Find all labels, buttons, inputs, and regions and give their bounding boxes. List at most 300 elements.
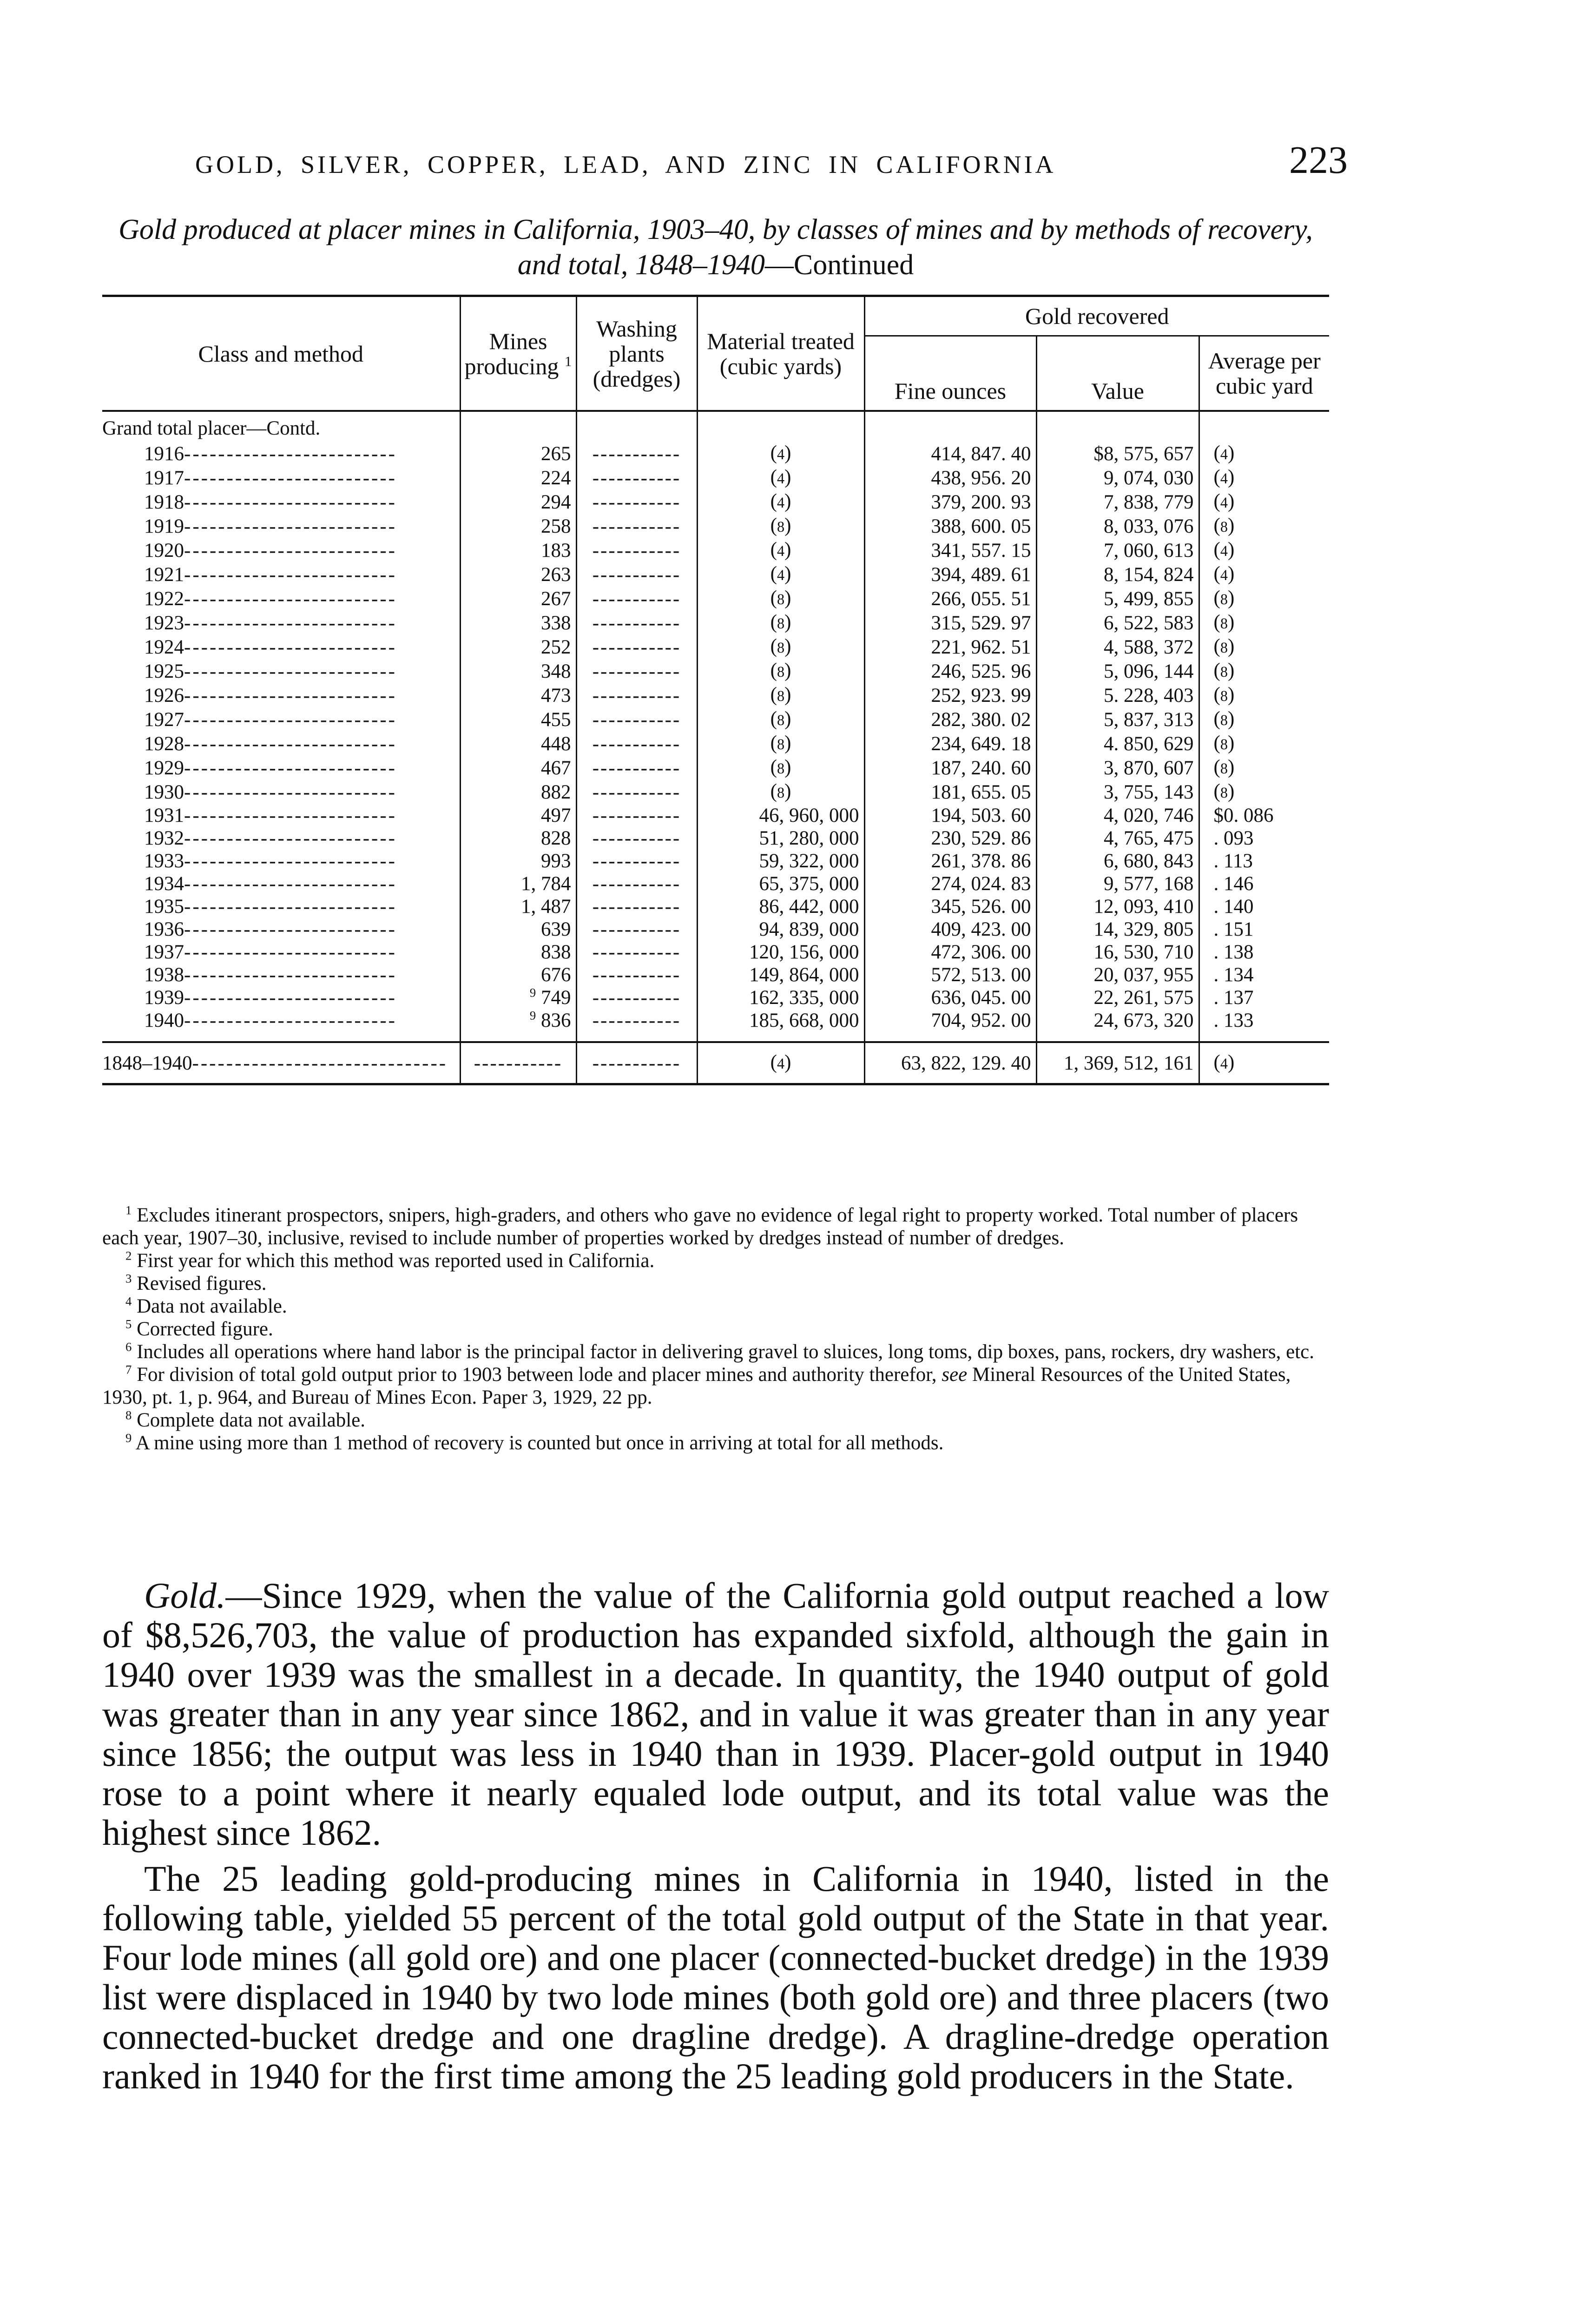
table-row bbox=[102, 466, 1329, 490]
header-material-treated: Material treated (cubic yards) bbox=[697, 296, 864, 411]
leader-dots: ------------------------- bbox=[184, 467, 397, 489]
row-value: 14, 329, 805 bbox=[1036, 918, 1199, 941]
row-fine-ounces: 572, 513. 00 bbox=[864, 964, 1036, 986]
row-year bbox=[102, 466, 460, 490]
leader-dots: ------------------------- bbox=[184, 850, 397, 872]
footnote-text: Corrected figure. bbox=[137, 1318, 273, 1340]
leader-dots: ------------------------- bbox=[184, 757, 397, 779]
row-material-note: (4) bbox=[697, 490, 864, 514]
row-year-text: 1923 bbox=[144, 612, 184, 634]
row-value: 6, 522, 583 bbox=[1036, 611, 1199, 635]
header-value: Value bbox=[1036, 336, 1199, 411]
footnote-mark: 6 bbox=[125, 1340, 132, 1354]
row-fine-ounces: 221, 962. 51 bbox=[864, 635, 1036, 659]
row-average-note-mark: 8 bbox=[1220, 736, 1228, 753]
row-year bbox=[102, 442, 460, 466]
row-fine-ounces: 274, 024. 83 bbox=[864, 872, 1036, 895]
row-average-note: (8) bbox=[1199, 683, 1329, 707]
row-year bbox=[102, 514, 460, 538]
row-washing: ----------- bbox=[576, 872, 697, 895]
row-year-text: 1939 bbox=[144, 987, 184, 1009]
row-average-note: (8) bbox=[1199, 659, 1329, 683]
row-washing: ----------- bbox=[576, 1009, 697, 1042]
row-washing: ----------- bbox=[576, 587, 697, 611]
footnote-mark: 2 bbox=[125, 1248, 132, 1263]
row-year bbox=[102, 827, 460, 850]
table-group-row bbox=[102, 411, 1329, 442]
leader-dots: ------------------------- bbox=[184, 684, 397, 706]
row-average-note: (8) bbox=[1199, 707, 1329, 732]
row-mines bbox=[460, 827, 576, 850]
leader-dots: ------------------------- bbox=[184, 563, 397, 586]
row-year-text: 1931 bbox=[144, 805, 184, 826]
table-row bbox=[102, 804, 1329, 827]
row-fine-ounces: 315, 529. 97 bbox=[864, 611, 1036, 635]
row-fine-ounces: 246, 525. 96 bbox=[864, 659, 1036, 683]
row-washing: ----------- bbox=[576, 635, 697, 659]
header-mines-producing: Mines producing $^1$ bbox=[460, 296, 576, 411]
row-material-note-mark: 4 bbox=[777, 542, 785, 559]
table-row bbox=[102, 895, 1329, 918]
row-mines-value: 836 bbox=[541, 1010, 571, 1031]
leader-dots: ------------------------- bbox=[184, 733, 397, 755]
row-year bbox=[102, 986, 460, 1009]
table-row bbox=[102, 941, 1329, 964]
row-value: 3, 755, 143 bbox=[1036, 780, 1199, 804]
leader-dots: ------------------------- bbox=[184, 987, 397, 1009]
row-value: $8, 575, 657 bbox=[1036, 442, 1199, 466]
row-washing: ----------- bbox=[576, 707, 697, 732]
footnote bbox=[102, 1204, 1329, 1249]
row-year-text: 1928 bbox=[144, 733, 184, 755]
row-fine-ounces: 181, 655. 05 bbox=[864, 780, 1036, 804]
table-header bbox=[102, 296, 1329, 411]
footnote-mark: 5 bbox=[125, 1317, 132, 1331]
row-washing: ----------- bbox=[576, 683, 697, 707]
row-year bbox=[102, 964, 460, 986]
footnote-see: see bbox=[942, 1364, 968, 1386]
row-year-text: 1917 bbox=[144, 467, 184, 489]
row-average-note-mark: 4 bbox=[1220, 542, 1228, 559]
table-row bbox=[102, 514, 1329, 538]
row-material-note: (8) bbox=[697, 635, 864, 659]
row-mines-value: 224 bbox=[541, 467, 571, 489]
row-material-note: (8) bbox=[697, 780, 864, 804]
leader-dots: ------------------------- bbox=[184, 636, 397, 658]
row-year bbox=[102, 611, 460, 635]
row-year-text: 1921 bbox=[144, 563, 184, 586]
row-average-note: (4) bbox=[1199, 538, 1329, 562]
table-row bbox=[102, 918, 1329, 941]
row-value: 5, 837, 313 bbox=[1036, 707, 1199, 732]
row-material: 94, 839, 000 bbox=[697, 918, 864, 941]
row-average: . 133 bbox=[1199, 1009, 1329, 1042]
row-average-note: (8) bbox=[1199, 635, 1329, 659]
row-material-note: (8) bbox=[697, 683, 864, 707]
row-material-note-mark: 4 bbox=[777, 494, 785, 511]
row-mines-value: 252 bbox=[541, 636, 571, 658]
footnote-text: Data not available. bbox=[137, 1295, 287, 1317]
table-row bbox=[102, 538, 1329, 562]
row-average-note-mark: 8 bbox=[1220, 591, 1228, 607]
row-average-note: (4) bbox=[1199, 562, 1329, 587]
table-row bbox=[102, 587, 1329, 611]
row-material-note: (8) bbox=[697, 514, 864, 538]
row-fine-ounces: 704, 952. 00 bbox=[864, 1009, 1036, 1042]
row-year bbox=[102, 850, 460, 872]
row-material: 46, 960, 000 bbox=[697, 804, 864, 827]
footnote-text: Revised figures. bbox=[137, 1273, 267, 1294]
running-head bbox=[195, 138, 1348, 189]
row-value: 4, 765, 475 bbox=[1036, 827, 1199, 850]
row-mines bbox=[460, 732, 576, 756]
leader-dots: ------------------------- bbox=[184, 964, 397, 986]
row-year-text: 1940 bbox=[144, 1010, 184, 1031]
row-year bbox=[102, 1009, 460, 1042]
row-average-note-mark: 4 bbox=[1220, 494, 1228, 511]
row-average-note-mark: 8 bbox=[1220, 712, 1228, 728]
footnote-mark: 1 bbox=[125, 1203, 132, 1217]
row-fine-ounces: 409, 423. 00 bbox=[864, 918, 1036, 941]
total-mines: ----------- bbox=[460, 1042, 576, 1084]
row-mines-value: 258 bbox=[541, 515, 571, 537]
row-material-note: (4) bbox=[697, 562, 864, 587]
row-fine-ounces: 230, 529. 86 bbox=[864, 827, 1036, 850]
row-year bbox=[102, 683, 460, 707]
row-material: 162, 335, 000 bbox=[697, 986, 864, 1009]
leader-dots: ------------------------- bbox=[184, 941, 397, 963]
table-title-suffix: —Continued bbox=[764, 249, 914, 281]
total-average-note: (4) bbox=[1199, 1042, 1329, 1084]
row-washing: ----------- bbox=[576, 804, 697, 827]
row-mines-value: 749 bbox=[541, 987, 571, 1009]
leader-dots: ------------------------- bbox=[184, 918, 397, 940]
row-average: . 151 bbox=[1199, 918, 1329, 941]
row-material-note: (8) bbox=[697, 707, 864, 732]
row-value: 7, 060, 613 bbox=[1036, 538, 1199, 562]
row-washing: ----------- bbox=[576, 442, 697, 466]
row-value: 20, 037, 955 bbox=[1036, 964, 1199, 986]
footnote bbox=[102, 1409, 1329, 1432]
table-row bbox=[102, 659, 1329, 683]
row-fine-ounces: 472, 306. 00 bbox=[864, 941, 1036, 964]
table-row bbox=[102, 964, 1329, 986]
footnote bbox=[102, 1340, 1329, 1363]
row-year-text: 1920 bbox=[144, 539, 184, 561]
row-value: 5. 228, 403 bbox=[1036, 683, 1199, 707]
row-washing: ----------- bbox=[576, 514, 697, 538]
row-year bbox=[102, 538, 460, 562]
gold-production-table bbox=[102, 295, 1329, 1085]
row-material-note: (4) bbox=[697, 466, 864, 490]
row-washing: ----------- bbox=[576, 986, 697, 1009]
row-material: 86, 442, 000 bbox=[697, 895, 864, 918]
footnote-text: Excludes itinerant prospectors, snipers, high-graders, and others who gave no evidence of legal right to property worked. Total number of placers each year, 1907–30, inclusive, revised to include number of properties worked by dredges instead of number of dredges. bbox=[102, 1204, 1298, 1249]
row-mines bbox=[460, 707, 576, 732]
leader-dots: ------------------------- bbox=[184, 708, 397, 731]
row-washing: ----------- bbox=[576, 964, 697, 986]
row-washing: ----------- bbox=[576, 918, 697, 941]
row-year bbox=[102, 780, 460, 804]
row-value: 4, 588, 372 bbox=[1036, 635, 1199, 659]
leader-dots: ------------------------- bbox=[184, 491, 397, 513]
table-row bbox=[102, 611, 1329, 635]
row-average-note: (8) bbox=[1199, 756, 1329, 780]
footnote bbox=[102, 1363, 1329, 1409]
row-fine-ounces: 252, 923. 99 bbox=[864, 683, 1036, 707]
row-washing: ----------- bbox=[576, 538, 697, 562]
row-mines-value: 455 bbox=[541, 708, 571, 731]
row-material-note-mark: 4 bbox=[777, 567, 785, 583]
footnotes bbox=[102, 1204, 1329, 1454]
row-average-note-mark: 4 bbox=[1220, 567, 1228, 583]
row-year-text: 1933 bbox=[144, 850, 184, 872]
row-year-text: 1929 bbox=[144, 757, 184, 779]
row-value: 16, 530, 710 bbox=[1036, 941, 1199, 964]
leader-dots: ------------------------- bbox=[184, 442, 397, 465]
paragraph-gold-text: —Since 1929, when the value of the California gold output reached a low of $8,526,703, the value of production has expanded sixfold, although the gain in 1940 over 1939 was the smallest in a decade. In quantity, the 1940 output of gold was greater than in any year since 1862, and in value it was greater than in any year since 1856; the output was less in 1940 than in 1939. Placer-gold output in 1940 rose to a point where it nearly equaled lode output, and its total value was the highest since 1862. bbox=[102, 1575, 1329, 1853]
row-value: 8, 033, 076 bbox=[1036, 514, 1199, 538]
row-material-note: (8) bbox=[697, 611, 864, 635]
row-material: 59, 322, 000 bbox=[697, 850, 864, 872]
row-washing: ----------- bbox=[576, 850, 697, 872]
row-mines bbox=[460, 587, 576, 611]
row-mines bbox=[460, 780, 576, 804]
total-washing: ----------- bbox=[576, 1042, 697, 1084]
row-year-text: 1930 bbox=[144, 781, 184, 803]
row-mines-value: 294 bbox=[541, 491, 571, 513]
row-material-note-mark: 8 bbox=[777, 518, 785, 535]
row-material-note: (4) bbox=[697, 538, 864, 562]
row-year-text: 1924 bbox=[144, 636, 184, 658]
row-mines bbox=[460, 562, 576, 587]
row-value: 5, 499, 855 bbox=[1036, 587, 1199, 611]
row-fine-ounces: 194, 503. 60 bbox=[864, 804, 1036, 827]
header-gold-recovered: Gold recovered bbox=[864, 296, 1329, 336]
table-row bbox=[102, 707, 1329, 732]
row-mines bbox=[460, 538, 576, 562]
row-material-note: (8) bbox=[697, 587, 864, 611]
table-row bbox=[102, 827, 1329, 850]
leader-dots: ------------------------- bbox=[184, 781, 397, 803]
row-mines bbox=[460, 964, 576, 986]
row-average-note: (4) bbox=[1199, 490, 1329, 514]
row-fine-ounces: 394, 489. 61 bbox=[864, 562, 1036, 587]
footnote-mark: 3 bbox=[125, 1271, 132, 1286]
footnote bbox=[102, 1318, 1329, 1340]
footnote bbox=[102, 1295, 1329, 1318]
paragraph-leading-mines: The 25 leading gold-producing mines in California in 1940, listed in the following table, yielded 55 percent of the total gold output of the State in that year. Four lode mines (all gold ore) and one placer (connected-bucket dredge) in the 1939 list were displaced in 1940 by two lode mines (both gold ore) and three placers (two connected-bucket dredge and one dragline dredge). A dragline-dredge operation ranked in 1940 for the first time among the 25 leading gold producers in the State. bbox=[102, 1858, 1329, 2096]
row-average-note-mark: 8 bbox=[1220, 760, 1228, 777]
table-row bbox=[102, 732, 1329, 756]
table-total-row bbox=[102, 1042, 1329, 1084]
row-material-note-mark: 4 bbox=[777, 470, 785, 487]
row-mines-value: 1, 784 bbox=[521, 873, 571, 895]
table-row bbox=[102, 850, 1329, 872]
footnote-text: First year for which this method was reported used in California. bbox=[137, 1250, 655, 1272]
row-average: . 146 bbox=[1199, 872, 1329, 895]
footnote-mark: 4 bbox=[125, 1294, 132, 1308]
row-average-note-mark: 8 bbox=[1220, 518, 1228, 535]
row-material: 185, 668, 000 bbox=[697, 1009, 864, 1042]
row-year-text: 1919 bbox=[144, 515, 184, 537]
footnote bbox=[102, 1249, 1329, 1272]
row-year-text: 1935 bbox=[144, 896, 184, 918]
row-year bbox=[102, 635, 460, 659]
row-average-note: (8) bbox=[1199, 514, 1329, 538]
footnote-mark: 7 bbox=[125, 1362, 132, 1377]
footnote-text: For division of total gold output prior to 1903 between lode and placer mines and authority therefor, bbox=[137, 1364, 937, 1386]
row-average-note-mark: 8 bbox=[1220, 687, 1228, 704]
row-value: 3, 870, 607 bbox=[1036, 756, 1199, 780]
row-material-note-mark: 8 bbox=[777, 615, 785, 632]
row-washing: ----------- bbox=[576, 490, 697, 514]
row-mines-note: 9 bbox=[529, 1008, 536, 1023]
row-mines bbox=[460, 918, 576, 941]
table-title bbox=[102, 212, 1329, 283]
paragraph-lead: Gold. bbox=[144, 1575, 226, 1616]
footnote-text: A mine using more than 1 method of recovery is counted but once in arriving at total for all methods. bbox=[135, 1432, 944, 1454]
row-mines-value: 338 bbox=[541, 612, 571, 634]
row-material-note-mark: 8 bbox=[777, 712, 785, 728]
leader-dots: ------------------------- bbox=[184, 873, 397, 895]
row-year-text: 1916 bbox=[144, 442, 184, 465]
row-year-text: 1927 bbox=[144, 708, 184, 731]
row-year bbox=[102, 804, 460, 827]
row-mines bbox=[460, 804, 576, 827]
row-fine-ounces: 282, 380. 02 bbox=[864, 707, 1036, 732]
row-value: 4, 020, 746 bbox=[1036, 804, 1199, 827]
row-year-text: 1918 bbox=[144, 491, 184, 513]
row-fine-ounces: 345, 526. 00 bbox=[864, 895, 1036, 918]
row-material-note-mark: 4 bbox=[777, 446, 785, 462]
row-year-text: 1925 bbox=[144, 660, 184, 682]
row-mines-value: 676 bbox=[541, 964, 571, 986]
row-year bbox=[102, 707, 460, 732]
row-year bbox=[102, 918, 460, 941]
row-average: . 093 bbox=[1199, 827, 1329, 850]
row-material-note: (4) bbox=[697, 442, 864, 466]
row-value: 12, 093, 410 bbox=[1036, 895, 1199, 918]
total-label-text: 1848–1940 bbox=[102, 1052, 192, 1074]
row-mines bbox=[460, 659, 576, 683]
footnote-text: Complete data not available. bbox=[137, 1409, 366, 1431]
row-material-note-mark: 8 bbox=[777, 784, 785, 801]
row-mines bbox=[460, 442, 576, 466]
row-mines bbox=[460, 872, 576, 895]
row-washing: ----------- bbox=[576, 941, 697, 964]
row-fine-ounces: 341, 557. 15 bbox=[864, 538, 1036, 562]
row-washing: ----------- bbox=[576, 611, 697, 635]
table-row bbox=[102, 1009, 1329, 1042]
table-row bbox=[102, 442, 1329, 466]
row-washing: ----------- bbox=[576, 780, 697, 804]
row-average-note-mark: 8 bbox=[1220, 615, 1228, 632]
table-row bbox=[102, 780, 1329, 804]
row-mines bbox=[460, 850, 576, 872]
table-row bbox=[102, 562, 1329, 587]
row-mines-value: 348 bbox=[541, 660, 571, 682]
row-fine-ounces: 414, 847. 40 bbox=[864, 442, 1036, 466]
leader-dots: ------------------------- bbox=[184, 896, 397, 918]
row-fine-ounces: 266, 055. 51 bbox=[864, 587, 1036, 611]
row-washing: ----------- bbox=[576, 732, 697, 756]
row-material: 51, 280, 000 bbox=[697, 827, 864, 850]
row-year bbox=[102, 587, 460, 611]
row-mines-value: 183 bbox=[541, 539, 571, 561]
row-average: . 138 bbox=[1199, 941, 1329, 964]
footnote-mark: 9 bbox=[125, 1431, 132, 1445]
row-value: 8, 154, 824 bbox=[1036, 562, 1199, 587]
row-mines bbox=[460, 466, 576, 490]
leader-dots: ------------------------- bbox=[184, 539, 397, 561]
running-title: GOLD, SILVER, COPPER, LEAD, AND ZINC IN CALIFORNIA bbox=[195, 151, 1056, 178]
row-mines-value: 838 bbox=[541, 941, 571, 963]
row-washing: ----------- bbox=[576, 466, 697, 490]
row-mines-value: 882 bbox=[541, 781, 571, 803]
footnote bbox=[102, 1432, 1329, 1454]
row-material-note: (8) bbox=[697, 756, 864, 780]
row-average-note-mark: 4 bbox=[1220, 470, 1228, 487]
footnote-mark: 8 bbox=[125, 1408, 132, 1422]
row-fine-ounces: 234, 649. 18 bbox=[864, 732, 1036, 756]
row-year bbox=[102, 872, 460, 895]
row-mines-value: 497 bbox=[541, 805, 571, 826]
group-label: Grand total placer—Contd. bbox=[102, 411, 460, 442]
row-washing: ----------- bbox=[576, 895, 697, 918]
row-average-note: (4) bbox=[1199, 442, 1329, 466]
table-row bbox=[102, 683, 1329, 707]
row-value: 9, 074, 030 bbox=[1036, 466, 1199, 490]
row-year bbox=[102, 659, 460, 683]
row-average-note: (8) bbox=[1199, 611, 1329, 635]
row-mines bbox=[460, 683, 576, 707]
row-washing: ----------- bbox=[576, 659, 697, 683]
row-material-note-mark: 8 bbox=[777, 736, 785, 753]
row-value: 22, 261, 575 bbox=[1036, 986, 1199, 1009]
row-average-note: (8) bbox=[1199, 780, 1329, 804]
row-year bbox=[102, 895, 460, 918]
row-mines-value: 263 bbox=[541, 563, 571, 586]
table-row bbox=[102, 756, 1329, 780]
header-class-method: Class and method bbox=[102, 296, 460, 411]
row-material-note: (8) bbox=[697, 732, 864, 756]
row-fine-ounces: 438, 956. 20 bbox=[864, 466, 1036, 490]
row-fine-ounces: 261, 378. 86 bbox=[864, 850, 1036, 872]
body-text bbox=[102, 1576, 1329, 2096]
total-label bbox=[102, 1042, 460, 1084]
leader-dots: ------------------------- bbox=[184, 805, 397, 826]
row-mines bbox=[460, 635, 576, 659]
row-year bbox=[102, 732, 460, 756]
leader-dots: ------------------------- bbox=[184, 1010, 397, 1031]
table-title-main: Gold produced at placer mines in California, 1903–40, by classes of mines and by methods of recovery, and total, 1848–1940 bbox=[119, 214, 1313, 281]
row-average-note: (8) bbox=[1199, 587, 1329, 611]
row-mines-value: 993 bbox=[541, 850, 571, 872]
row-year-text: 1926 bbox=[144, 684, 184, 706]
row-year bbox=[102, 562, 460, 587]
row-material-note-mark: 8 bbox=[777, 591, 785, 607]
row-year-text: 1937 bbox=[144, 941, 184, 963]
row-average: $0. 086 bbox=[1199, 804, 1329, 827]
row-mines-value: 467 bbox=[541, 757, 571, 779]
row-mines bbox=[460, 514, 576, 538]
row-average: . 140 bbox=[1199, 895, 1329, 918]
header-average: Average per cubic yard bbox=[1199, 336, 1329, 411]
row-mines-value: 448 bbox=[541, 733, 571, 755]
row-mines-value: 267 bbox=[541, 588, 571, 610]
header-washing-plants: Washing plants (dredges) bbox=[576, 296, 697, 411]
